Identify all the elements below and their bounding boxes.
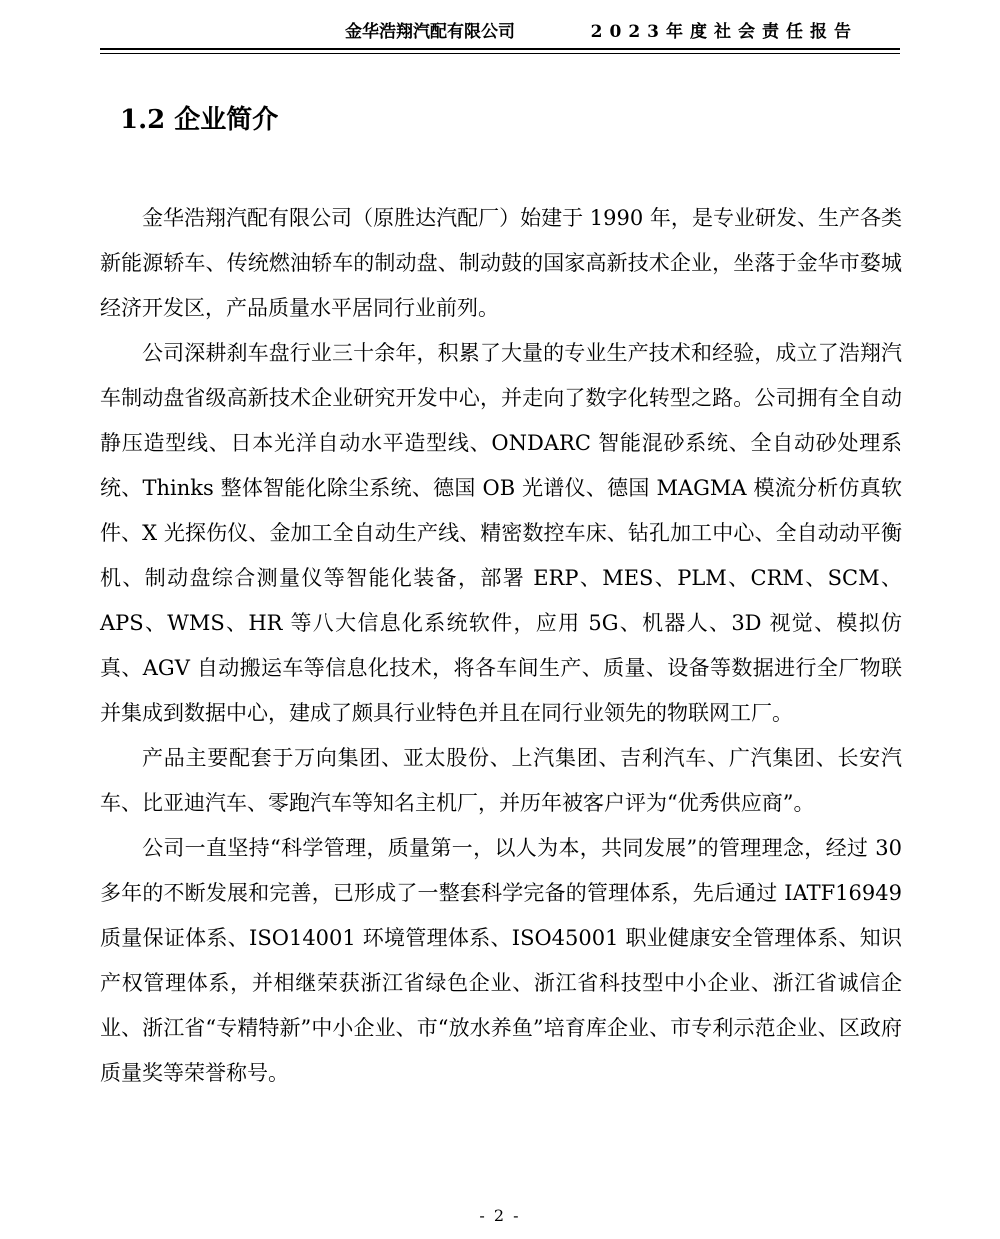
header-company-name: 金华浩翔汽配有限公司 [345, 22, 515, 42]
body-paragraph-technology: 公司深耕刹车盘行业三十余年，积累了大量的专业生产技术和经验，成立了浩翔汽车制动盘省级高新技术企业研究开发中心，并走向了数字化转型之路。公司拥有全自动静压造型线、日本光洋自动水平造型线、ONDARC 智能混砂系统、全自动砂处理系统、Thinks 整体智能化除尘系统、德国 OB 光谱仪、德国 MAGMA 模流分析仿真软件、X 光探伤仪、金加工全自动生产线、精密数控车床、钻孔加工中心、全自动动平衡机、制动盘综合测量仪等智能化装备，部署 ERP、MES、PLM、CRM、SCM、APS、WMS、HR 等八大信息化系统软件，应用 5G、机器人、3D 视觉、模拟仿真、AGV 自动搬运车等信息化技术，将各车间生产、质量、设备等数据进行全厂物联并集成到数据中心，建成了颇具行业特色并且在同行业领先的物联网工厂。 [100, 341, 902, 725]
header-double-rule [100, 48, 900, 54]
document-body [100, 103, 902, 1096]
page-header [100, 0, 900, 54]
header-report-title: 2023年度社会责任报告 [590, 22, 858, 42]
page-number: - 2 - [479, 1206, 521, 1225]
body-paragraph-customers: 产品主要配套于万向集团、亚太股份、上汽集团、吉利汽车、广汽集团、长安汽车、比亚迪汽车、零跑汽车等知名主机厂，并历年被客户评为“优秀供应商”。 [100, 746, 902, 815]
section-title: 1.2 企业简介 [120, 105, 279, 135]
body-paragraph-company-intro: 金华浩翔汽配有限公司（原胜达汽配厂）始建于 1990 年，是专业研发、生产各类新能源轿车、传统燃油轿车的制动盘、制动鼓的国家高新技术企业，坐落于金华市婺城经济开发区，产品质量水平居同行业前列。 [100, 206, 902, 320]
page-footer [0, 1206, 1000, 1225]
body-paragraph-management-honors: 公司一直坚持“科学管理，质量第一，以人为本，共同发展”的管理理念，经过 30 多年的不断发展和完善，已形成了一整套科学完备的管理体系，先后通过 IATF16949 质量保证体系、ISO14001 环境管理体系、ISO45001 职业健康安全管理体系、知识产权管理体系，并相继荣获浙江省绿色企业、浙江省科技型中小企业、浙江省诚信企业、浙江省“专精特新”中小企业、市“放水养鱼”培育库企业、市专利示范企业、区政府质量奖等荣誉称号。 [100, 836, 902, 1085]
header-row [100, 20, 900, 44]
